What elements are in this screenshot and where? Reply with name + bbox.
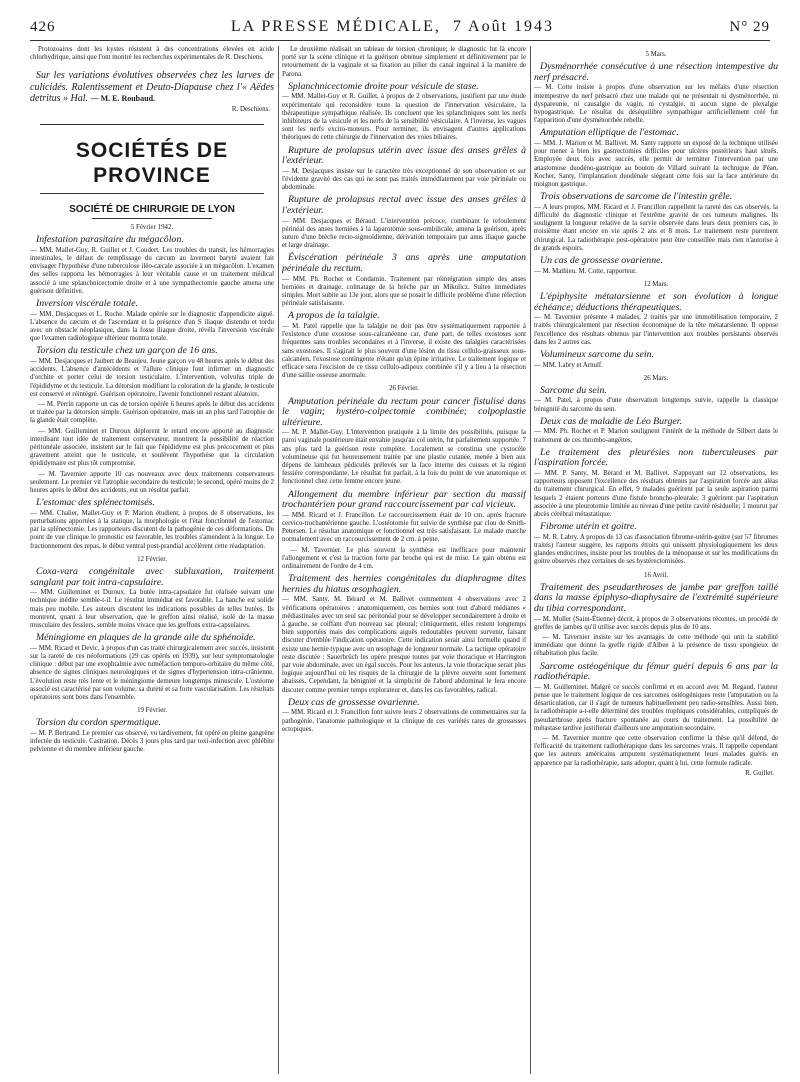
article-body: — MM. Ph. Rochet et P. Marion soulignent l'intérêt de la méthode de Silbert dans le traitement de ces thrombo-angéites. (534, 428, 778, 444)
page-number: 426 (30, 19, 56, 35)
article-title: Allongement du membre inférieur par section du massif trochantérien pour grand raccourcissement par cal vicieux. (282, 488, 526, 511)
header-rule (30, 40, 770, 41)
article-body: — MM. Ricard et J. Francillon. Le raccourcissement était de 10 cm. après fracture cervico-trochantérienne gauche. L'ostéotomie fut suivie de synthèse par clou de Smith-Petersen. Le résultat anatomique et fonctionnel est très satisfaisant. Le malade marche normalement avec un raccourcissement de 2 cm. à peine. (282, 511, 526, 544)
article-body: — MM. Labry et Arnulf. (534, 361, 603, 369)
article-title: Torsion du testicule chez un garçon de 16 ans. (36, 345, 218, 357)
column-divider (278, 46, 279, 1074)
article-title: Sur les variations évolutives observées chez les larves de culicidés. Ralentissement et Deuto-Diapause chez l'« Aëdes detritus » Hal. — M. E. Roubaud. (30, 70, 274, 104)
session-date: 19 Février. (137, 707, 167, 715)
article-title: Trois observations de sarcome de l'intestin grêle. (540, 191, 733, 203)
paragraph: — M. Tavernier montre que cette observation confirme la thèse qu'il défend, de l'efficacité du traitement radiothérapique dans les sarcomes vrais. Il rappelle cependant que les auteurs américains amputent systématiquement leurs malades guéris en apparence par la radiothérapie, sans adopter, quant à lui, cette formule radicale. (534, 734, 778, 767)
article-title: Volumineux sarcome du sein. (540, 348, 654, 360)
paragraph: — M. Perrin rapporte un cas de torsion opérée 6 heures après le début des accidents et traitée par la détorsion simple. Guérison opératoire, mais un an plus tard l'atrophie de la glande était complète. (30, 401, 274, 425)
page-header (30, 18, 770, 40)
session-date: 12 Mars. (643, 280, 669, 288)
article-body: — M. Mathieu. M. Cotte, rapporteur. (534, 267, 637, 275)
article-body: — M. Guilleminet. Malgré ce succès confirmé et en accord avec M. Regaud, l'auteur pense que le traitement logique de ces sarcomes ostéogéniques reste l'amputation ou la désarticulation, car il s'agit de tumeurs habituellement peu radio-sensibles. Aussi bien, la radiothérapie a-t-elle déterminé des troubles trophiques considérables, compliqués de pseudarthrose après fracture spontanée au cours du traitement. La possibilité de métastase tardive justifierait d'ailleurs une amputation secondaire. (534, 683, 778, 732)
session-date: 12 Février. (137, 555, 167, 563)
article-title: Deux cas de grossesse ovarienne. (288, 696, 420, 708)
article-title: Fibrome utérin et goitre. (540, 521, 637, 533)
paragraph: Protozoaires dont les kystes résistent à des concentrations élevées en acide chlorhydrique, ainsi que l'ont montré les recherches expérimentales de R. Deschiens. (30, 46, 274, 62)
article-body: — MM. Mallet-Guy, R. Guillet et J. Coudert. Les troubles du transit, les hémorragies intestinales, le défaut de remplissage du cæcum au lavement baryté avaient fait envisager l'hypothèse d'une tuberculose iléo-cæcale associée à un mégacôlon. L'examen des selles rapporta les hémorragies à leur véritable cause et un traitement médical associé à une splanchnicectomie droite et à une sympathectomie gauche amena une guérison définitive. (30, 246, 274, 295)
article-title: Le traitement des pleurésies non tuberculeuses par l'aspiration forcée. (534, 446, 778, 469)
issue-date: 7 Août 1943 (452, 18, 555, 35)
session-date: 26 Février. (389, 385, 419, 393)
column-3 (534, 46, 778, 1074)
article-title: A propos de la talalgie. (288, 310, 380, 322)
paragraph: — M. Tavernier apporte 10 cas nouveaux avec deux traitements conservateurs seulement. Le premier vit l'atrophie secondaire du testicule; le second, opéré moins de 2 heures après le début des accidents, eut un résultat parfait. (30, 470, 274, 495)
article-title: Amputation périnéale du rectum pour cancer fistulisé dans le vagin; hystéro-colpectomie combinée; colpoplastie ultérieure. (282, 395, 526, 428)
divider (40, 124, 264, 125)
column-1 (30, 46, 274, 1074)
article-title: Méningiome en plaques de la grande aile du sphénoïde. (36, 632, 256, 644)
article-body: — M. Cotte insiste à propos d'une observation sur les méfaits d'une résection intempestive du nerf présacré chez une malade qui ne présentait ni dysménorrhée, ni dyspareunie, ni causalgie du vagin, ni cystalgie, ni aucun signe de plexalgie hypogastrique. Le résultat du déséquilibre sympathique artificiellement créé fut l'apparition d'une dysménorrhée rebelle. (534, 84, 778, 125)
issue-number: N° 29 (729, 19, 770, 35)
session-date: 26 Mars. (643, 374, 669, 382)
article-body: — M. P. Bertrand. Le premier cas observé, vu tardivement, fut opéré en pleine gangrène infectée du testicule. Castration. Décès 3 jours plus tard par toxi-infection avec phlébite pelvienne et du membre inférieur gauche. (30, 730, 274, 754)
article-title: Éviscération périnéale 3 ans après une amputation périnéale du rectum. (282, 252, 526, 274)
paragraph: — M. Tavernier insiste sur les avantages de cette méthode qui unit la stabilité immédiate que donne la greffe rigide d'Albee à la présence de tissu spongieux de réhabitation plus facile. (534, 633, 778, 658)
paragraph: — MM. Guilleminet et Duroux déplorent le retard encore apporté au diagnostic interdisant tout idée de traitement conservateur, montrent la possibilité de réaction péritonéale associée, insistent sur le fait que l'épididyme est plus précocement et plus gravement atteint que le testicule, et soulèvent l'hypothèse que la circulation épididymaire est plus tôt compromise. (30, 427, 274, 468)
signature: R. Deschiens. (231, 105, 270, 113)
article-title: Amputation elliptique de l'estomac. (540, 127, 679, 139)
article-body: — MM. P. Santy, M. Bérard et M. Ballivet. S'appuyant sur 12 observations, les rapporteurs opposent l'excellence des résultats obtenus par l'aspiration forcée aux aléas du traitement chirurgical. En effet, 9 malades guérirent par la seule aspiration parmi lesquels 2 étaient porteurs d'une fistule broncho-pleurale; 3 guérirent par l'aspiration associée à une pleurotomie limitée au niveau d'une petite cavité résiduelle; 1 mourut par abcès cérébral métastatique. (534, 470, 778, 519)
article-body: — MM. Desjacques et Jaubert de Beaujeu. Jeune garçon vu 48 heures après le début des accidents. L'absence d'antécédents et l'allure clinique font infirmer un diagnostic d'orchite et porter celui de torsion testiculaire. L'intervention, volvulus triple de l'épididyme et du testicule. La détorsion modifiant la coloration de la glande, le testicule est conservé et réintégré. Guérison opératoire, l'avenir fonctionnel restant aléatoire. (30, 358, 274, 398)
article-body: — MM. Santy, M. Bérard et M. Ballivet commentent 4 observations avec 2 vérifications opératoires : anatomiquement, ces hernies sont tout d'abord médianes « médiastinales avec un seul sac péritonéal pour se développer secondairement à droite et à gauche, se coiffant d'un nouveau sac pleural; cliniquement, elles restent longtemps bien supportées mais des complications aiguës redoutables peuvent survenir, faisant discuter d'emblée l'indication opératoire. Cette indication serait ainsi formelle quand il existe une hernie typique avec un œsophage de longueur normale. La tactique opératoire reste discutée : Sauerbrüch les opère presque toutes par voie thoracique et Harrington par voie abdominale, avec un égal succès. Pour les auteurs, la voie thoracique serait plus logique aujourd'hui où les risques de la chirurgie de la plèvre ouverte sont fortement abaissés. Cependant, la bénignité et la simplicité de l'abord abdominal le fera encore discuter comme premier temps explorateur et, dans les cas favorables, radical. (282, 596, 526, 694)
article-title: Rupture de prolapsus rectal avec issue des anses grêles à l'extérieur. (282, 194, 526, 216)
article-title: Coxa-vara congénitale avec subluxation, traitement sanglant par toit intra-capsulaire. (30, 566, 274, 588)
article-body: — M. R. Labry. A propos de 13 cas d'association fibrome-utérin-goitre (sur 57 fibromes traités) l'auteur suggère, les rapports étroits qui unissent physiologiquement les deux glandes endocrines, insiste pour les troubles de la ménopause et sur les modifications du goitre observés chez certaines de ses hystérectomisées. (534, 533, 778, 566)
article-body: — MM. J. Marion et M. Ballivet. M. Santy rapporte un exposé de la technique utilisée pour mener à bien les gastrectomies difficiles pour ulcères postérieurs haut situés. Employée deux fois avec succès, elle permit de terminer l'intervention par une anastomose duodéno-gastrique au bouton de Villard suivant la technique de Péan, Kocher, Santy, l'implantation duodénale siégeant cette fois sur la face antérieure du moignon gastrique. (534, 139, 778, 188)
article-body: — MM. Ph. Rochet et Condamin. Traitement par réintégration simple des anses herniées et drainage, colmatage de la brèche par un Mikulicz. Suites immédiates simples. Mort subite au 13e jour, alors que se posait le difficile problème d'une réfection périnéale satisfaisante. (282, 275, 526, 308)
article-body: — M. Tavernier présente 4 malades, 2 traités par une immobilisation temporaire, 2 traités chirurgicalement par résection économique de la tête métatarsienne. Il oppose l'excellence des résultats obtenus par l'intervention aux troubles persistants observés dans les 2 autres cas. (534, 314, 778, 346)
paragraph: Le deuxième réalisait un tableau de torsion chronique; le diagnostic fut là encore porté sur la scène clinique et la guérison obtenue simplement et définitivement par le retournement de la vaginale et sa fixation au pilier du canal inguinal à la manière de Parona. (282, 46, 526, 78)
paragraph: — M. Tavernier. Le plus souvent la synthèse est inefficace pour maintenir l'allongement et c'est la traction forte par broche qui est de mise. Le gain obtenu est ordinairement de l'ordre de 4 cm. (282, 546, 526, 571)
article-body: — MM. Guilleminet et Duroux. La butée intra-capsulaire fut réalisée suivant une technique inédite semble-t-il. Le résultat immédiat est favorable. La hanche est solide mais peu mobile. Les auteurs discutent les indications possibles de telles butées. Ils montrent, quant à leur observation, que le greffon ainsi réalisé, isolé de la masse musculaire des fessiers, semble moins vivace que les greffons extra-capsulaires. (30, 589, 274, 630)
session-date: 16 Avril. (644, 571, 668, 579)
article-body: — M. P. Mallet-Guy. L'intervention pratiquée à la limite des possibilités, puisque la paroi vaginale postérieure était envahie jusqu'au col utérin, fut parfaitement supportée. 7 ans plus tard la guérison reste complète. Localement se constitua une cystocèle volumineuse qui fut heureusement traitée par une plastie cutanée, menée à bien aux dépens de lambeaux pédiculés prélevés sur la face interne des cuisses et la région fessière correspondante. Le résultat fut parfait, à la fois du point de vue anatomique et fonctionnel chez cette femme encore jeune. (282, 429, 526, 486)
article-title: Deux cas de maladie de Léo Burger. (540, 415, 682, 427)
article-body: — M. Muller (Saint-Étienne) décrit, à propos de 3 observations récentes, un procédé de greffes de jambes qu'il utilise avec succès depuis plus de 10 ans. (534, 615, 778, 631)
article-title: Rupture de prolapsus utérin avec issue des anses grêles à l'extérieur. (282, 144, 526, 167)
article-title: Traitement des pseudarthroses de jambe par greffon taillé dans la masse épiphyso-diaphysaire de l'extrémité supérieure du tibia correspondant. (534, 581, 778, 614)
article-title: L'estomac des splénectomisés. (36, 497, 155, 509)
column-2 (282, 46, 526, 1074)
article-title: Dysménorrhée consécutive à une résection intempestive du nerf présacré. (534, 61, 778, 83)
journal-title: LA PRESSE MÉDICALE, 7 Août 1943 (230, 18, 555, 35)
article-body: — A leurs propos, MM. Ricard et J. Francillon rappellent la rareté des cas observés, la difficulté du diagnostic clinique et l'extrême gravité de ces tumeurs malignes. Ils soulignent la longueur relative de la survie observée dans leurs deux premiers cas, le troisième étant encore en vie après 2 ans et 8 mois. Le traitement reste purement chirurgical. La radiothérapie post-opératoire peut être conseillée mais rien n'autorise à de grands espoirs. (534, 203, 778, 252)
divider (40, 193, 264, 194)
society-heading: SOCIÉTÉ DE CHIRURGIE DE LYON (69, 204, 235, 216)
article-body: — MM. Ricard et J. Francillon font suivre leurs 2 observations de commentaires sur la pathogénie, l'anatomie pathologique et la clinique de ces variétés rares de grossesses ectopiques. (282, 709, 526, 733)
article-title: Sarcome ostéogénique du fémur guéri depuis 6 ans par la radiothérapie. (534, 660, 778, 683)
signature: R. Guillet. (745, 769, 774, 777)
session-date: 5 Mars. (645, 51, 667, 58)
article-body: — MM. Desjacques et L. Roche. Malade opérée sur le diagnostic d'appendicite aiguë. L'absence du cæcum et de l'ascendant et la présence d'un S iliaque distendu et tordu avec un obstacle néoplasique, dans la fosse iliaque droite, révéla l'inversion viscérale que l'examen radiologique ultérieur montra totale. (30, 310, 274, 343)
article-body: — M. Patel rappelle que la talalgie ne doit pas être systématiquement rapportée à l'existence d'une exostose sous-calcanéenne car, d'une part, de telles exostoses sont fréquentes sans troubles secondaires et à l'inverse, il existe des talalgies caractérisées sans exostoses. Il s'agirait le plus souvent d'une lésion du tissu cellulo-graisseux sous-calcanéen, l'exostose contingente n'étant qu'un épine irritative. Le traitement logique et efficace sera l'excision de ce tissu cellulo-adipeux combinée s'il y a lieu à la résection d'une saillie osseuse anormale. (282, 322, 526, 380)
article-body: — MM. Ricard et Devic, à propos d'un cas traité chirurgicalement avec succès, insistent sur la rareté de ces néoformations (29 cas opérés en 1939), sur leur symptomatologie clinique : début par une exophtalmie avec tuméfaction temporo-orbitaire du même côté, absence de signes cliniques neurologiques et de signes d'hypertension intra-crânienne. L'évolution reste très lente et le méningiome demeure longtemps minuscule. L'ostéome associé est caractérisé par son volume, sa dureté et sa forte vascularisation. Les résultats opératoires sont bons dans l'ensemble. (30, 644, 274, 702)
article-title: Infestation parasitaire du mégacôlon. (36, 234, 184, 246)
article-title: Inversion viscérale totale. (36, 298, 139, 310)
article-title: L'épiphysite métatarsienne et son évolution à longue échéance; déductions thérapeutiques. (534, 290, 778, 313)
section-heading: SOCIÉTÉS DE PROVINCE (75, 139, 229, 188)
article-body: — M. Patel, à propos d'une observation longtemps suivie, rappelle la classique bénignité du sarcome du sein. (534, 397, 778, 413)
article-body: — M. Desjacques insiste sur le caractère très exceptionnel de son observation et sur l'évidente gravité des cas qui ne sont pas traités immédiatement par voie périnéale ou abdominale. (282, 167, 526, 192)
session-date: 5 Février 1942. (130, 224, 174, 232)
article-title: Splanchnicectomie droite pour vésicule de stase. (288, 80, 479, 92)
article-title: Torsion du cordon spermatique. (36, 717, 162, 729)
article-title: Sarcome du sein. (540, 384, 607, 396)
article-title: Un cas de grossesse ovarienne. (540, 254, 663, 266)
article-body: — MM. Chalier, Mallet-Guy et P. Marion étudient, à propos de 8 observations, les perturbations apportées à la statique, la morphologie et l'état fonctionnel de l'estomac par la splénectomie. Les rapporteurs discutent de la pathogénie de ces déformations. Du point de vue clinique le pronostic est favorable, les troubles s'amendent à la longue. Le fractionnement des repas, le début ventral post-prandial accélèrent cette réadaptation. (30, 509, 274, 550)
article-title: Traitement des hernies congénitales du diaphragme dites hernies du hiatus œsophagien. (282, 573, 526, 595)
column-divider (530, 46, 531, 1074)
article-body: — MM. Desjacques et Béraud. L'intervention précoce, combinant le refoulement périnéal des anses herniées à la laparotomie sous-ombilicale, amena la guérison, après suture d'une brèche recto-sigmoïdienne, dérivation temporaire par anus iliaque gauche et large drainage. (282, 217, 526, 250)
article-body: — MM. Mallet-Guy et R. Guillet, à propos de 2 observations, justifient par une étude expérimentale qui reconsidère toute la question de l'innervation vésiculaire, la thérapeutique sympathique réalisée. Ils concluent que les splanchniques sont les nerfs inhibiteurs de la vésicule et les nerfs de la sensibilité vésiculaire. A l'inverse, les vagues sont les nerfs excito-moteurs. Pour terminer, ils envisagent d'autres applications théoriques de cette chirurgie de l'innervation des voies biliaires. (282, 93, 526, 142)
divider (92, 218, 212, 219)
